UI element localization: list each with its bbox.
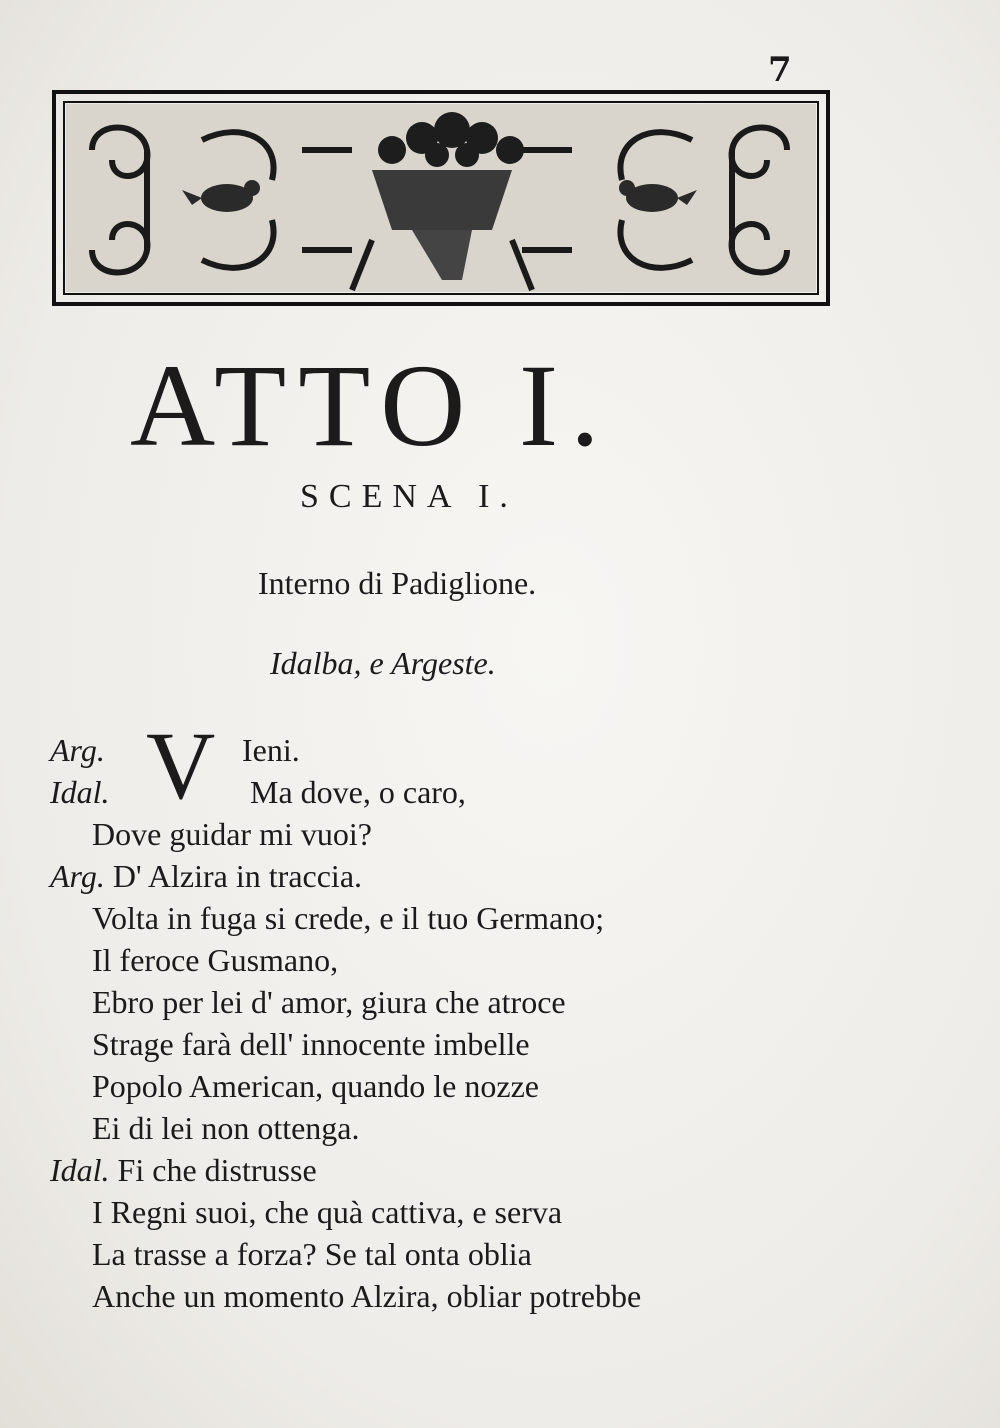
verse-line: [92, 1192, 562, 1232]
verse-line: [50, 730, 300, 770]
verse-text: Dove guidar mi vuoi?: [92, 816, 372, 852]
verse-text: D' Alzira in traccia.: [112, 858, 363, 894]
speaker: Idal.: [50, 1152, 110, 1188]
floral-basket-birds-ornament-icon: [52, 90, 830, 306]
verse-text: Popolo American, quando le nozze: [92, 1068, 539, 1104]
verse-text: Ma dove, o caro,: [250, 774, 466, 810]
scene-title: SCENA I.: [300, 478, 518, 515]
verse-text: Ei di lei non ottenga.: [92, 1110, 360, 1146]
verse-line: [92, 940, 338, 980]
verse-text: Ieni.: [242, 732, 300, 768]
verse-text: Volta in fuga si crede, e il tuo Germano;: [92, 900, 605, 936]
verse-line: [50, 856, 362, 896]
verse-line: [50, 1150, 317, 1190]
verse-line: [92, 898, 604, 938]
scene-characters: Idalba, e Argeste.: [270, 645, 496, 681]
scene-setting: Interno di Padiglione.: [258, 565, 537, 601]
verse-line: [92, 1024, 530, 1064]
verse-line: [92, 982, 566, 1022]
page-number: 7: [768, 50, 792, 90]
speaker: Idal.: [50, 774, 110, 810]
speaker: Arg.: [50, 732, 105, 768]
verse-line: [50, 772, 466, 812]
verse-line: [92, 1276, 641, 1316]
verse-line: [92, 1108, 360, 1148]
verse-text: Strage farà dell' innocente imbelle: [92, 1026, 530, 1062]
drop-cap: V: [146, 712, 216, 819]
verse-text: La trasse a forza? Se tal onta oblia: [92, 1236, 532, 1272]
verse-text: I Regni suoi, che quà cattiva, e serva: [92, 1194, 563, 1230]
verse-text: Ebro per lei d' amor, giura che atroce: [92, 984, 566, 1020]
verse-text: Il feroce Gusmano,: [92, 942, 339, 978]
act-title: ATTO I.: [130, 340, 612, 471]
verse-line: [92, 814, 372, 854]
verse-text: Anche un momento Alzira, obliar potrebbe: [92, 1278, 642, 1314]
verse-line: [92, 1234, 532, 1274]
speaker: Arg.: [50, 858, 105, 894]
verse-text: Fi che distrusse: [117, 1152, 317, 1188]
verse-line: [92, 1066, 539, 1106]
